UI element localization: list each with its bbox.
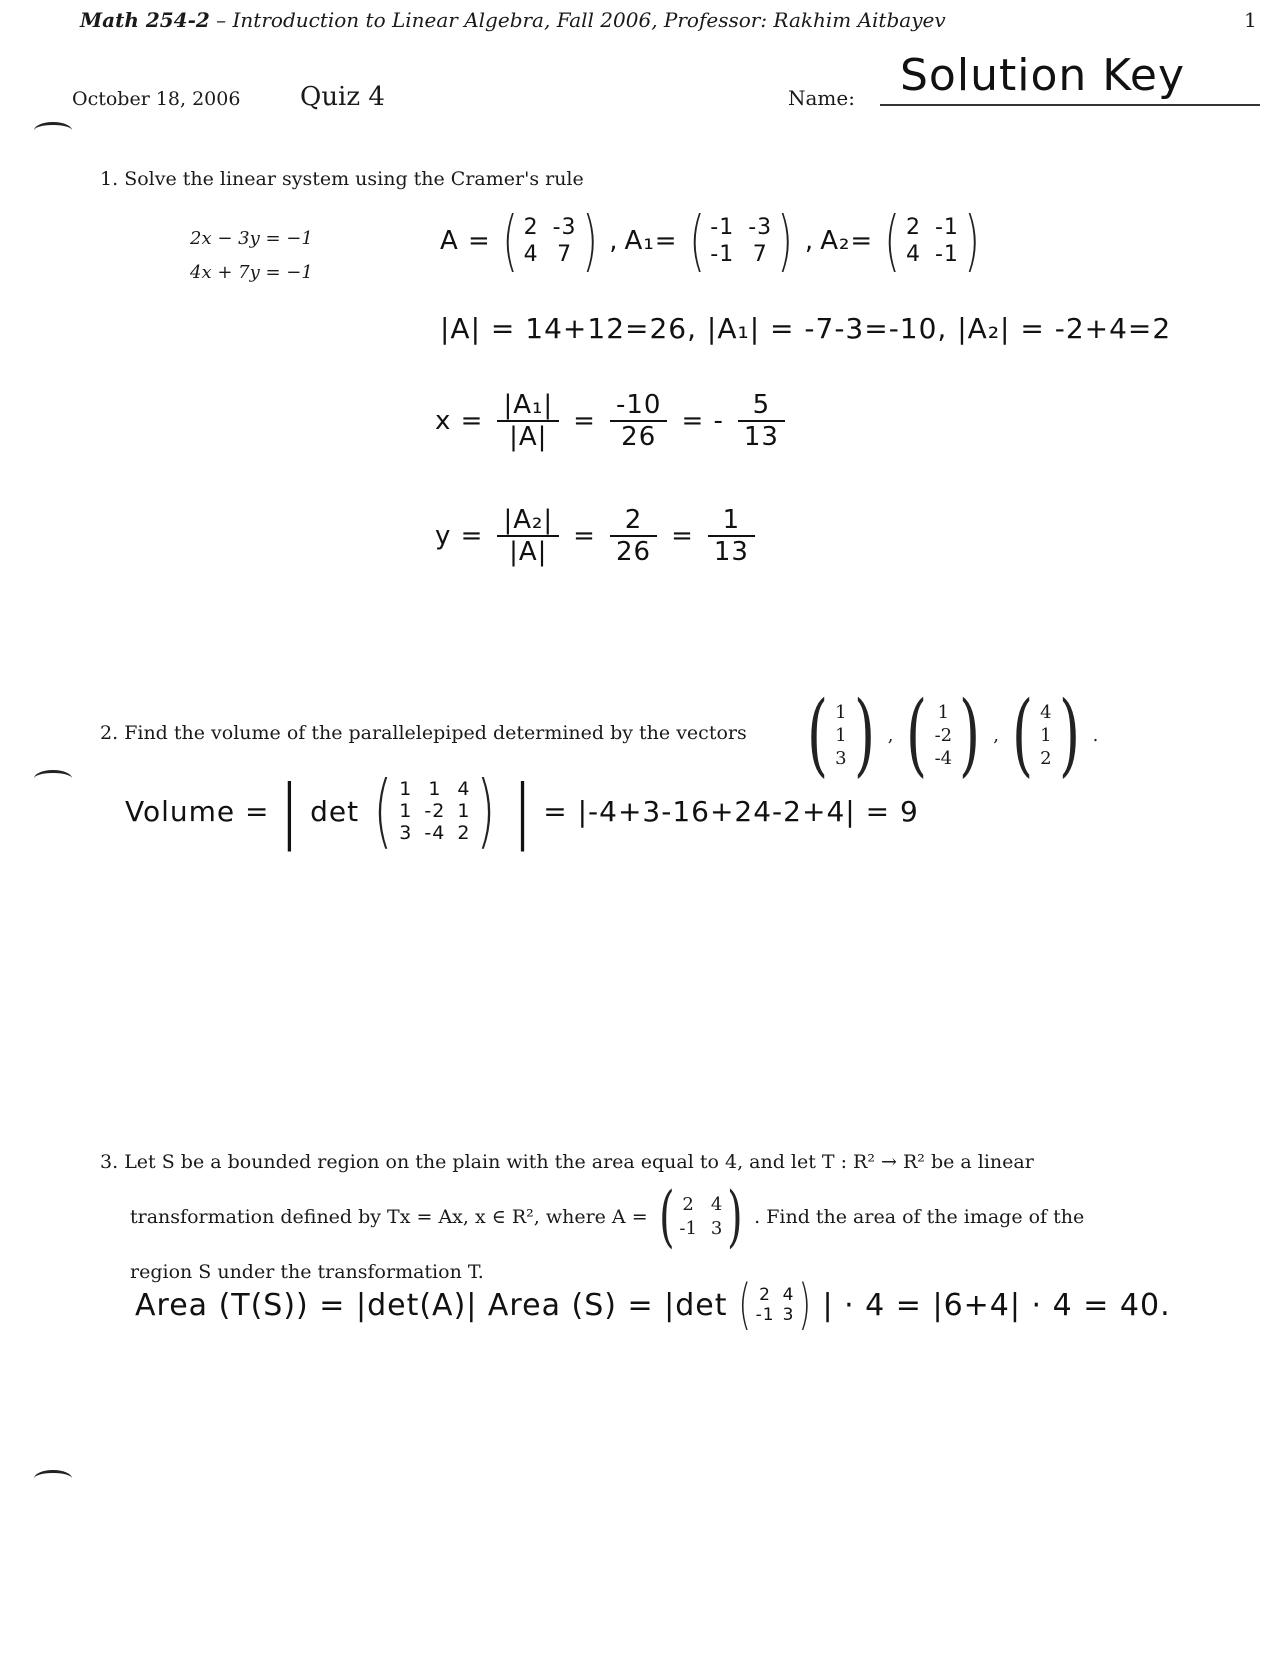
scan-mark-icon [34,122,72,139]
volume-matrix: ( 1 1 4 1 -2 1 3 -4 2 ) [373,764,497,857]
cramer-matrices: A = ( 2 -3 4 7 ) , A₁= ( -1 -3 -1 7 ) , A₂= ( 2 -1 4 -1 ) [440,208,986,274]
matrix-A: ( 2 -3 4 7 ) [502,202,598,279]
question-number: 2. [100,722,119,744]
vectors: ( 1 1 3 ) , ( 1 -2 -4 ) , ( 4 1 2 ) . [800,690,1098,780]
page-number: 1 [1244,8,1257,32]
question-text-line-2b: . Find the area of the image of the [754,1206,1085,1228]
determinants-line: |A| = 14+12=26, |A₁| = -7-3=-10, |A₂| = -2+4=2 [440,312,1172,345]
question-text: Find the volume of the parallelepiped determined by the vectors [124,722,747,744]
label-A2: A₂= [820,226,874,256]
scan-mark-icon [34,1470,72,1487]
question-2-prompt [100,722,747,744]
question-number: 3. [100,1151,119,1173]
question-text-line-1: Let S be a bounded region on the plain with the area equal to 4, and let T : R² → R² be a linear [124,1151,1034,1173]
name-value-handwritten: Solution Key [900,50,1186,101]
vector-2: ( 1 -2 -4 ) [906,682,981,787]
question-text: Solve the linear system using the Cramer's rule [124,168,584,190]
question-text-line-2a: transformation defined by Tx = Ax, x ∈ R², where A = [130,1206,648,1228]
volume-label: Volume = [125,794,270,828]
equation-1: 2x − 3y = −1 [190,228,313,249]
course-code: Math 254-2 [80,8,210,32]
course-title: – Introduction to Linear Algebra, Fall 2006, Professor: Rakhim Aitbayev [209,8,946,32]
course-header [80,8,946,32]
matrix-A1: ( -1 -3 -1 7 ) [688,202,794,279]
area-result: | · 4 = |6+4| · 4 = 40. [822,1287,1171,1323]
quiz-title: Quiz 4 [300,82,385,112]
matrix-A2: ( 2 -1 4 -1 ) [884,202,981,279]
y-solution: y = $\frac{\text{|A₂|}}{|A|}$ = $\frac{2}{26}$ = $\frac{1}{13}$ [435,505,755,567]
volume-result: = |-4+3-16+24-2+4| = 9 [543,794,919,828]
vector-1: ( 1 1 3 ) [807,682,875,787]
vector-3: ( 4 1 2 ) [1011,682,1080,787]
area-solution [135,1273,1171,1336]
name-label: Name: [788,86,855,110]
quiz-date: October 18, 2006 [72,88,241,110]
x-solution: x = $\frac{\text{|A₁|}}{|A|}$ = $\frac{-10}{26}$ = - $\frac{5}{13}$ [435,390,785,452]
question-1-prompt [100,168,584,190]
question-number: 1. [100,168,119,190]
equation-2: 4x + 7y = −1 [190,262,313,283]
volume-solution: Volume = | det ( 1 1 4 1 -2 1 3 -4 2 ) | = |-4+3-16+24-2+4| = 9 [125,764,919,857]
question-text-line-3: region S under the transformation T. [130,1261,484,1283]
label-A1: A₁= [624,226,678,256]
area-matrix: ( 2 4 -1 3 ) [737,1273,813,1336]
name-underline [880,104,1260,106]
area-formula: Area (T(S)) = |det(A)| Area (S) = |det [135,1287,728,1323]
label-A: A = [440,226,491,256]
question-3-prompt [100,1140,1250,1294]
matrix-A-q3: ( 2 4 -1 3 ) [658,1178,743,1255]
det-label: det [310,794,360,828]
scan-mark-icon [34,770,72,787]
